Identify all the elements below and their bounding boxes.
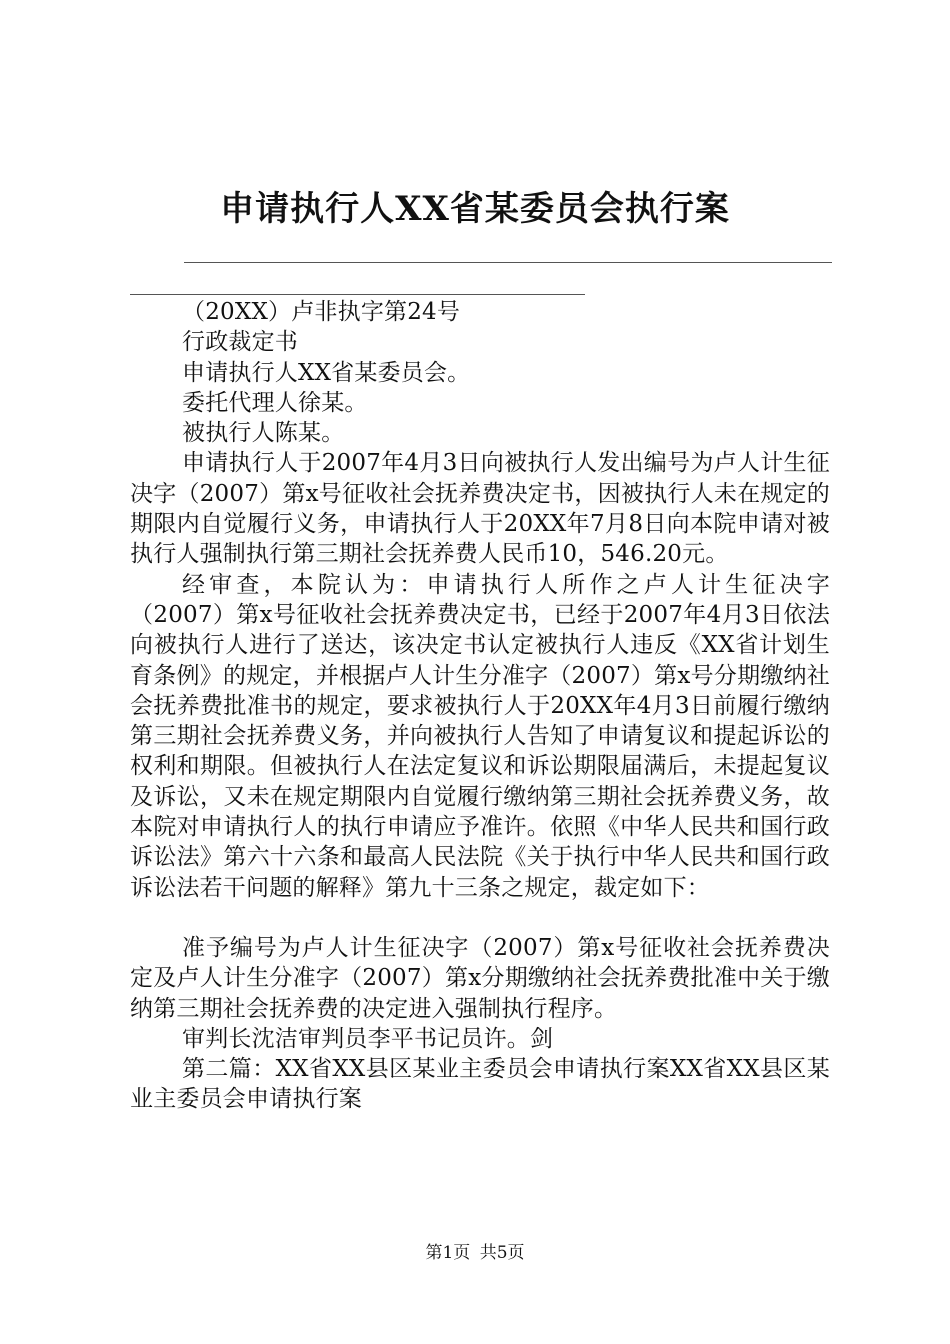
header-rule-short xyxy=(130,294,585,295)
agent: 委托代理人徐某。 xyxy=(182,389,368,416)
document-body xyxy=(130,297,830,1115)
case-number: （20XX）卢非执字第24号 xyxy=(182,299,461,325)
header-rule xyxy=(184,262,832,263)
document-type: 行政裁定书 xyxy=(182,329,298,356)
document-title: 申请执行人XX省某委员会执行案 xyxy=(220,189,730,229)
page-footer xyxy=(0,1241,950,1265)
body-paragraph-facts: 申请执行人于2007年4月3日向被执行人发出编号为卢人计生征决字（2007）第x号征收社会抚养费决定书，因被执行人未在规定的期限内自觉履行义务，申请执行人于20XX年7月8日向本院申请对被执行人强制执行第三期社会抚养费人民币10，546.20元。 xyxy=(130,450,830,568)
applicant: 申请执行人XX省某委员会。 xyxy=(182,359,471,386)
page-total: 共5页 xyxy=(479,1243,525,1263)
page-number: 第1页 xyxy=(425,1243,471,1263)
body-paragraph-review: 经审查，本院认为：申请执行人所作之卢人计生征决字（2007）第x号征收社会抚养费决定书，已经于2007年4月3日依法向被执行人进行了送达，该决定书认定被执行人违反《XX省计划生育条例》的规定，并根据卢人计生分准字（2007）第x号分期缴纳社会抚养费批准书的规定，要求被执行人于20XX年4月3日前履行缴纳第三期社会抚养费义务，并向被执行人告知了申请复议和提起诉讼的权利和期限。但被执行人在法定复议和诉讼期限届满后，未提起复议及诉讼，又未在规定期限内自觉履行缴纳第三期社会抚养费义务，故本院对申请执行人的执行申请应予准许。依照《中华人民共和国行政诉讼法》第六十六条和最高人民法院《关于执行中华人民共和国行政诉讼法若干问题的解释》第九十三条之规定，裁定如下： xyxy=(130,571,830,901)
body-paragraph-next-article: 第二篇：XX省XX县区某业主委员会申请执行案XX省XX县区某业主委员会申请执行案 xyxy=(130,1056,830,1113)
body-paragraph-judges: 审判长沈洁审判员李平书记员许。剑 xyxy=(182,1025,554,1052)
respondent: 被执行人陈某。 xyxy=(182,420,345,447)
body-paragraph-ruling: 准予编号为卢人计生征决字（2007）第x号征收社会抚养费决定及卢人计生分准字（2007）第x分期缴纳社会抚养费批准中关于缴纳第三期社会抚养费的决定进入强制执行程序。 xyxy=(130,934,830,1022)
